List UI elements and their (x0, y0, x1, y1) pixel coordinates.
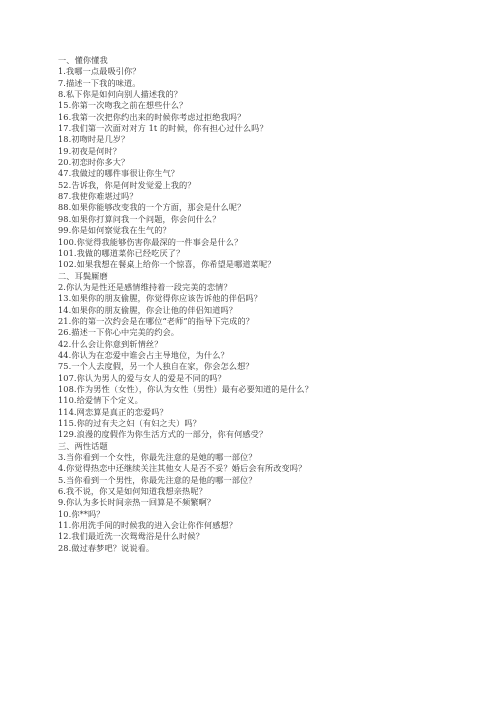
text-line: 二、耳鬓厮磨 (58, 270, 108, 281)
text-line: 108.作为男性（女性），你认为女性（男性）最有必要知道的是什么？ (58, 383, 313, 394)
text-line: 107.你认为男人的爱与女人的爱是不同的吗？ (58, 372, 226, 383)
text-line: 16.我第一次把你约出来的时候你考虑过拒绝我吗？ (58, 111, 246, 122)
text-line: 三、两性话题 (58, 440, 108, 451)
text-line: 20.初恋时你多大？ (58, 157, 130, 168)
text-line: 8.私下你是如何向别人描述我的？ (58, 89, 183, 100)
text-line: 7.描述一下我的味道。 (58, 77, 141, 88)
text-line: 115.你的过有夫之妇（有妇之夫）吗？ (58, 418, 201, 428)
text-line: 17.我们第一次面对对方 1t 的时候，你有担心过什么吗？ (58, 123, 268, 134)
text-line: 10.你**吗？ (58, 508, 105, 519)
text-line: 6.我不说，你又是如何知道我想亲热呢？ (58, 486, 207, 497)
text-line: 28.做过春梦吧？说说看。 (58, 542, 155, 553)
text-line: 110.给爱情下个定义。 (58, 395, 143, 406)
text-line: 98.如果你打算问我一个问题，你会问什么？ (58, 213, 221, 224)
text-line: 101.我做的哪道菜你已经吃厌了？ (58, 247, 185, 258)
text-line: 13.如果你的朋友偷腥，你觉得你应该告诉他的伴侣吗？ (58, 293, 262, 304)
text-line: 87.我使你难堪过吗？ (58, 191, 138, 202)
text-line: 18.初吻时是几岁？ (58, 134, 130, 145)
text-line: 114.网恋算是真正的恋爱吗？ (58, 406, 168, 417)
text-line: 100.你觉得我能够伤害你最深的一件事会是什么？ (58, 236, 243, 247)
text-line: 99.你是如何察觉我在生气的？ (58, 225, 171, 236)
text-line: 4.你觉得热恋中还继续关注其他女人是否不妥？婚后会有所改变吗？ (58, 463, 307, 474)
text-line: 5.当你看到一个男性，你最先注意的是他的哪一部位？ (58, 474, 257, 485)
text-line: 12.我们最近洗一次鸳鸯浴是什么时候？ (58, 531, 204, 542)
text-line: 9.你认为多长时间亲热一回算是不频繁啊？ (58, 497, 216, 508)
text-line: 11.你用洗手间的时候我的进入会让你作何感想？ (58, 520, 238, 531)
text-line: 42.什么会让你意到斩情丝？ (58, 338, 163, 349)
text-line: 26.描述一下你心中完美的约会。 (58, 327, 180, 338)
text-line: 47.我做过的哪件事很让你生气？ (58, 168, 180, 179)
text-line: 129.浪漫的度假作为你生活方式的一部分，你有何感受？ (58, 429, 268, 440)
text-line: 15.你第一次吻我之前在想些什么？ (58, 100, 188, 111)
document-page (58, 55, 478, 554)
text-line: 2.你认为是性还是感情维持着一段完美的恋情？ (58, 281, 232, 292)
text-line: 3.当你看到一个女性，你最先注意的是她的哪一部位？ (58, 452, 257, 463)
text-line: 52.告诉我，你是何时发觉爱上我的？ (58, 179, 196, 190)
text-line: 19.初夜是何时？ (58, 145, 122, 156)
text-line: 1.我哪一点最吸引你？ (58, 66, 141, 77)
text-line: 75.一个人去度假，另一个人独自在家，你会怎么想？ (58, 361, 254, 372)
text-line: 一、懂你懂我 (58, 55, 108, 65)
text-line: 21.你的第一次约会是在哪位“老师”的指导下完成的？ (58, 315, 254, 326)
text-line: 102.如果我想在餐桌上给你一个惊喜，你希望是哪道菜呢？ (58, 259, 276, 270)
text-line: 88.如果你能够改变我的一个方面，那会是什么呢？ (58, 202, 246, 213)
text-line: 14.如果你的朋友偷腥，你会让他的伴侣知道吗？ (58, 304, 238, 315)
text-line: 44.你认为在恋爱中谁会占主导地位，为什么？ (58, 349, 229, 360)
